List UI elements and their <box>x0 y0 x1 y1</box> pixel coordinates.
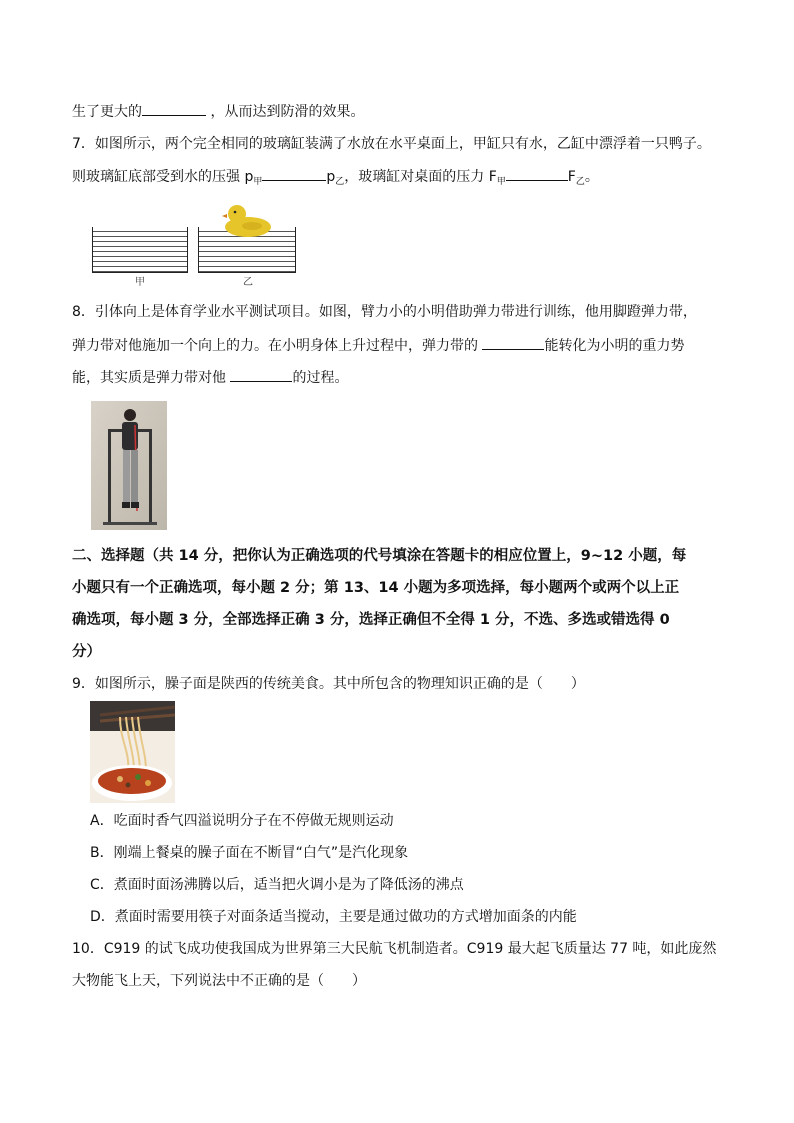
q7-line2 <box>72 166 599 189</box>
q9-option-d: D．煮面时需要用筷子对面条适当搅动，主要是通过做功的方式增加面条的内能 <box>90 909 577 925</box>
q7-blank-pressure <box>262 166 326 181</box>
q7-sub-jia-1: 甲 <box>253 177 263 187</box>
noodle-photo <box>90 701 175 803</box>
q6-blank <box>142 101 206 116</box>
q7-text-c: ，玻璃缸对桌面的压力 F <box>344 169 497 185</box>
q8-blank-energy <box>482 335 544 350</box>
q6-text-a: 生了更大的 <box>72 104 142 120</box>
q9-option-b: B．刚端上餐桌的臊子面在不断冒“白气”是汽化现象 <box>90 845 409 861</box>
q8-blank-work <box>230 367 292 382</box>
q9-option-a: A．吃面时香气四溢说明分子在不停做无规则运动 <box>90 813 394 829</box>
q7-F-yi: F <box>567 169 576 185</box>
tank-label-jia: 甲 <box>135 277 145 288</box>
q8-text-a: 弹力带对他施加一个向上的力。在小明身体上升过程中，弹力带的 <box>72 338 478 354</box>
q6-text-b: ，从而达到防滑的效果。 <box>210 104 365 120</box>
q8-text-d: 的过程。 <box>292 370 349 386</box>
q9-option-c: C．煮面时面汤沸腾以后，适当把火调小是为了降低汤的沸点 <box>90 877 464 893</box>
q7-blank-force <box>506 166 568 181</box>
q6-line <box>72 101 364 122</box>
section2-line2: 小题只有一个正确选项，每小题 2 分；第 13、14 小题为多项选择，每小题两个或两个以上正 <box>72 580 680 596</box>
q10-line1: 10．C919 的试飞成功使我国成为世界第三大民航飞机制造者。C919 最大起飞质量达 77 吨，如此庞然 <box>72 941 717 957</box>
q8-line1: 8．引体向上是体育学业水平测试项目。如图，臂力小的小明借助弹力带进行训练，他用脚蹬弹力带， <box>72 304 697 320</box>
q7-p-yi: p <box>326 169 336 185</box>
section2-line1: 二、选择题（共 14 分，把你认为正确选项的代号填涂在答题卡的相应位置上，9~12 小题，每 <box>72 548 687 564</box>
q8-text-b: 能转化为小明的重力势 <box>544 338 685 354</box>
section2-line3: 确选项，每小题 3 分，全部选择正确 3 分，选择正确但不全得 1 分，不选、多选或错选得 0 <box>72 612 670 628</box>
q9-stem: 9．如图所示，臊子面是陕西的传统美食。其中所包含的物理知识正确的是（ ） <box>72 676 585 692</box>
q7-sub-jia-2: 甲 <box>496 177 506 187</box>
q7-sub-yi-2: 乙 <box>575 177 585 187</box>
duck-image <box>222 202 272 238</box>
pullup-photo <box>91 401 167 530</box>
q10-line2: 大物能飞上天，下列说法中不正确的是（ ） <box>72 973 366 989</box>
q8-line2 <box>72 335 684 356</box>
q8-text-c: 能，其实质是弹力带对他 <box>72 370 226 386</box>
q7-text-a: 则玻璃缸底部受到水的压强 p <box>72 169 254 185</box>
tank-label-yi: 乙 <box>243 277 253 288</box>
q8-line3 <box>72 367 348 388</box>
q7-line1: 7．如图所示，两个完全相同的玻璃缸装满了水放在水平桌面上，甲缸只有水，乙缸中漂浮着一只鸭子。 <box>72 136 711 152</box>
q7-end: 。 <box>584 169 599 185</box>
tank-jia <box>92 227 188 273</box>
q7-sub-yi-1: 乙 <box>335 177 345 187</box>
section2-line4: 分） <box>72 644 101 660</box>
